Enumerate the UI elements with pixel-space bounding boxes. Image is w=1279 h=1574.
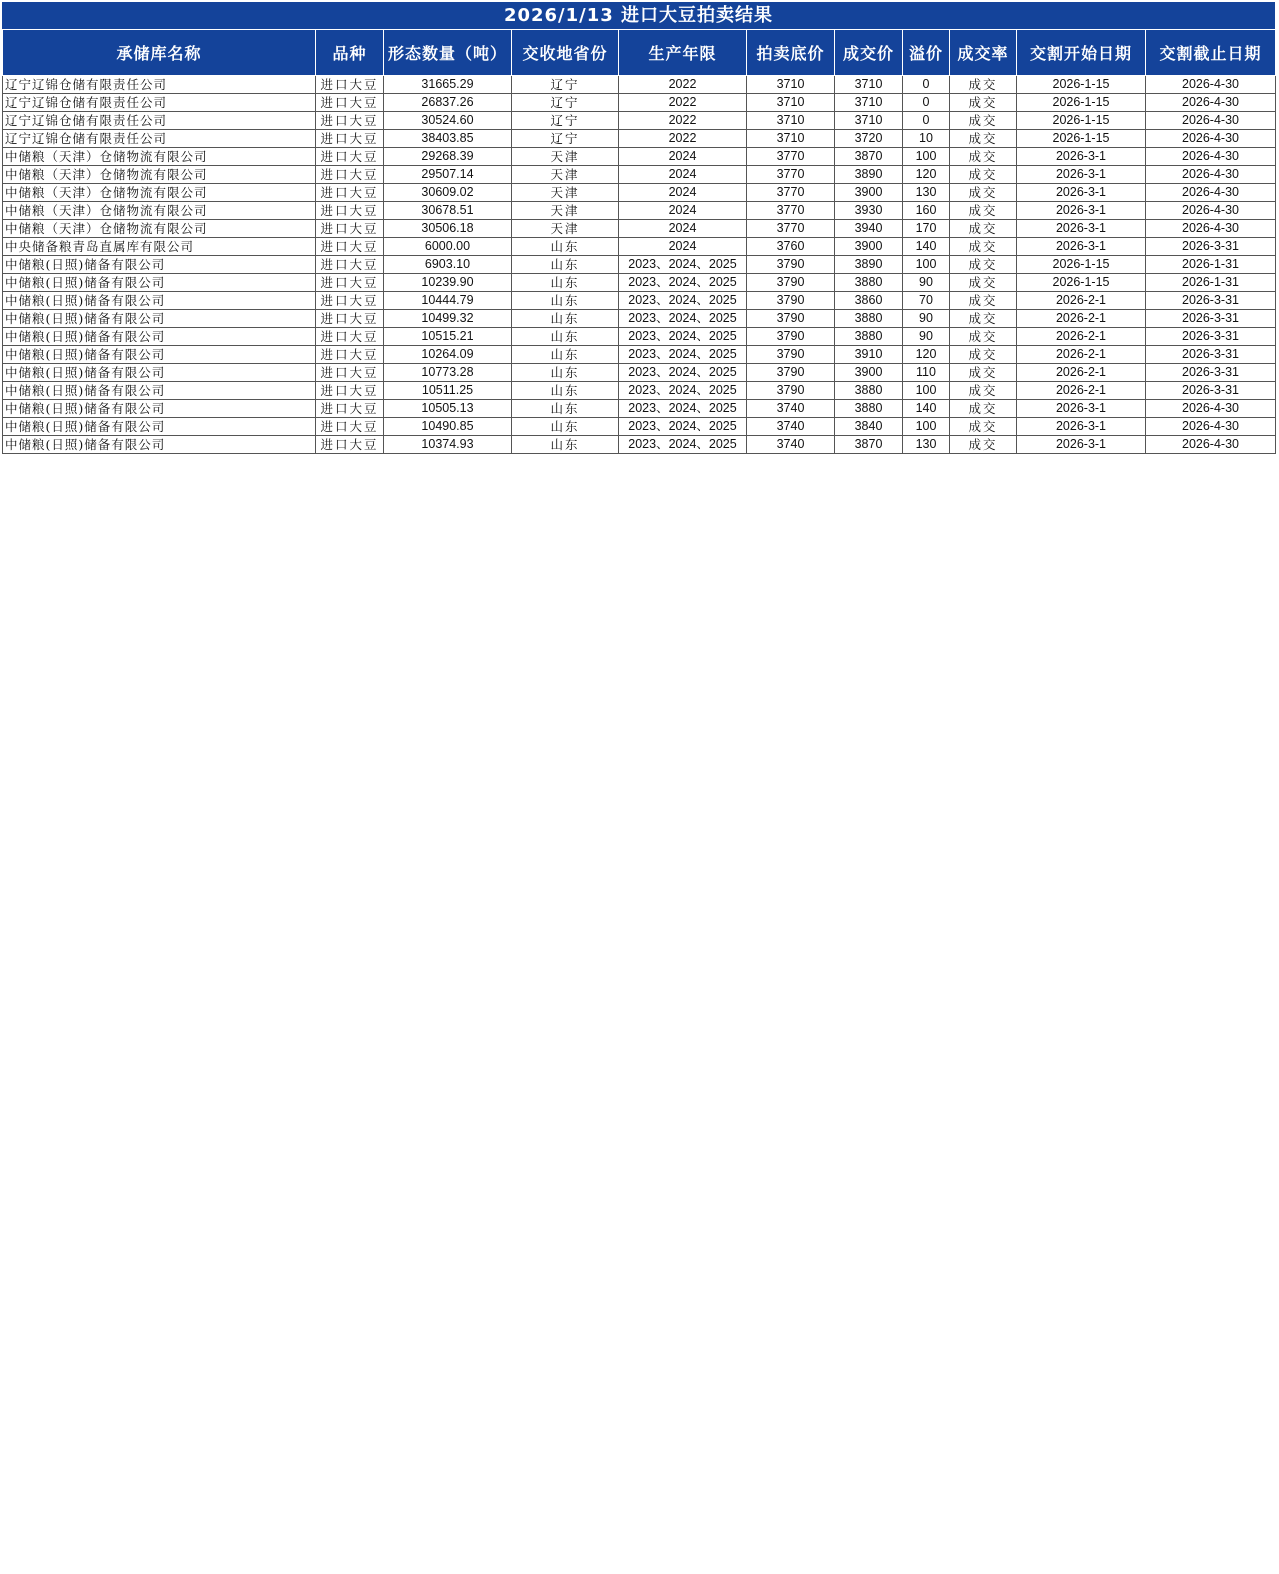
cell-province: 辽宁 (512, 94, 619, 112)
cell-deal-price: 3900 (835, 184, 903, 202)
cell-production-year: 2024 (619, 220, 747, 238)
cell-delivery-end: 2026-3-31 (1146, 364, 1276, 382)
cell-deal-price: 3880 (835, 328, 903, 346)
cell-production-year: 2024 (619, 166, 747, 184)
table-row (3, 256, 1276, 274)
cell-warehouse: 中储粮(日照)储备有限公司 (3, 364, 316, 382)
cell-variety: 进口大豆 (316, 310, 384, 328)
cell-premium: 90 (903, 328, 950, 346)
col-header-province: 交收地省份 (512, 30, 619, 76)
cell-delivery-end: 2026-4-30 (1146, 202, 1276, 220)
cell-quantity: 10264.09 (384, 346, 512, 364)
table-row (3, 436, 1276, 454)
cell-reserve-price: 3770 (747, 202, 835, 220)
cell-deal-status: 成交 (950, 328, 1017, 346)
cell-delivery-start: 2026-1-15 (1017, 130, 1146, 148)
table-row (3, 292, 1276, 310)
cell-deal-status: 成交 (950, 94, 1017, 112)
cell-deal-status: 成交 (950, 112, 1017, 130)
cell-deal-price: 3710 (835, 76, 903, 94)
cell-deal-status: 成交 (950, 130, 1017, 148)
cell-quantity: 10773.28 (384, 364, 512, 382)
cell-delivery-start: 2026-1-15 (1017, 274, 1146, 292)
cell-warehouse: 中储粮(日照)储备有限公司 (3, 382, 316, 400)
cell-province: 山东 (512, 364, 619, 382)
cell-province: 天津 (512, 184, 619, 202)
cell-deal-status: 成交 (950, 184, 1017, 202)
cell-production-year: 2023、2024、2025 (619, 256, 747, 274)
cell-production-year: 2022 (619, 76, 747, 94)
cell-quantity: 10499.32 (384, 310, 512, 328)
cell-warehouse: 中储粮(日照)储备有限公司 (3, 346, 316, 364)
cell-premium: 90 (903, 310, 950, 328)
cell-deal-status: 成交 (950, 418, 1017, 436)
cell-deal-price: 3870 (835, 436, 903, 454)
cell-warehouse: 中储粮(日照)储备有限公司 (3, 292, 316, 310)
cell-province: 山东 (512, 346, 619, 364)
cell-production-year: 2024 (619, 184, 747, 202)
cell-delivery-end: 2026-3-31 (1146, 346, 1276, 364)
col-header-deal-price: 成交价 (835, 30, 903, 76)
cell-warehouse: 中储粮(日照)储备有限公司 (3, 256, 316, 274)
cell-delivery-end: 2026-4-30 (1146, 400, 1276, 418)
cell-variety: 进口大豆 (316, 220, 384, 238)
cell-deal-price: 3710 (835, 94, 903, 112)
cell-delivery-start: 2026-2-1 (1017, 310, 1146, 328)
cell-deal-price: 3880 (835, 310, 903, 328)
cell-variety: 进口大豆 (316, 148, 384, 166)
cell-delivery-end: 2026-4-30 (1146, 418, 1276, 436)
cell-premium: 120 (903, 166, 950, 184)
cell-warehouse: 中储粮(日照)储备有限公司 (3, 400, 316, 418)
cell-delivery-start: 2026-3-1 (1017, 148, 1146, 166)
cell-deal-status: 成交 (950, 76, 1017, 94)
cell-reserve-price: 3770 (747, 220, 835, 238)
cell-premium: 100 (903, 148, 950, 166)
cell-deal-price: 3710 (835, 112, 903, 130)
cell-province: 天津 (512, 166, 619, 184)
cell-production-year: 2023、2024、2025 (619, 310, 747, 328)
cell-variety: 进口大豆 (316, 436, 384, 454)
cell-production-year: 2023、2024、2025 (619, 328, 747, 346)
cell-reserve-price: 3770 (747, 184, 835, 202)
cell-warehouse: 中储粮（天津）仓储物流有限公司 (3, 166, 316, 184)
cell-province: 辽宁 (512, 76, 619, 94)
cell-deal-price: 3890 (835, 166, 903, 184)
cell-delivery-end: 2026-1-31 (1146, 274, 1276, 292)
cell-delivery-end: 2026-3-31 (1146, 310, 1276, 328)
table-row (3, 184, 1276, 202)
cell-premium: 160 (903, 202, 950, 220)
cell-variety: 进口大豆 (316, 202, 384, 220)
cell-reserve-price: 3790 (747, 274, 835, 292)
cell-delivery-end: 2026-4-30 (1146, 220, 1276, 238)
cell-delivery-start: 2026-1-15 (1017, 76, 1146, 94)
cell-deal-price: 3880 (835, 382, 903, 400)
table-row (3, 94, 1276, 112)
cell-quantity: 29268.39 (384, 148, 512, 166)
cell-reserve-price: 3790 (747, 310, 835, 328)
cell-delivery-end: 2026-4-30 (1146, 130, 1276, 148)
cell-warehouse: 中储粮（天津）仓储物流有限公司 (3, 184, 316, 202)
cell-quantity: 6903.10 (384, 256, 512, 274)
cell-variety: 进口大豆 (316, 130, 384, 148)
cell-variety: 进口大豆 (316, 238, 384, 256)
cell-reserve-price: 3790 (747, 256, 835, 274)
table-row (3, 220, 1276, 238)
cell-reserve-price: 3790 (747, 328, 835, 346)
cell-deal-status: 成交 (950, 238, 1017, 256)
cell-variety: 进口大豆 (316, 274, 384, 292)
cell-deal-status: 成交 (950, 346, 1017, 364)
table-row (3, 130, 1276, 148)
cell-reserve-price: 3770 (747, 166, 835, 184)
cell-delivery-start: 2026-2-1 (1017, 346, 1146, 364)
cell-province: 辽宁 (512, 112, 619, 130)
cell-warehouse: 中储粮（天津）仓储物流有限公司 (3, 148, 316, 166)
cell-production-year: 2023、2024、2025 (619, 292, 747, 310)
cell-premium: 100 (903, 256, 950, 274)
col-header-premium: 溢价 (903, 30, 950, 76)
cell-province: 山东 (512, 382, 619, 400)
table-row (3, 364, 1276, 382)
cell-province: 山东 (512, 418, 619, 436)
table-row (3, 76, 1276, 94)
cell-delivery-start: 2026-1-15 (1017, 94, 1146, 112)
cell-delivery-end: 2026-4-30 (1146, 184, 1276, 202)
cell-delivery-end: 2026-4-30 (1146, 112, 1276, 130)
col-header-warehouse: 承储库名称 (3, 30, 316, 76)
cell-reserve-price: 3790 (747, 382, 835, 400)
cell-deal-price: 3880 (835, 274, 903, 292)
cell-delivery-start: 2026-3-1 (1017, 184, 1146, 202)
cell-production-year: 2022 (619, 112, 747, 130)
cell-deal-price: 3900 (835, 238, 903, 256)
table-row (3, 202, 1276, 220)
cell-delivery-end: 2026-3-31 (1146, 238, 1276, 256)
cell-warehouse: 辽宁辽锦仓储有限责任公司 (3, 76, 316, 94)
cell-delivery-start: 2026-3-1 (1017, 220, 1146, 238)
cell-premium: 140 (903, 238, 950, 256)
cell-quantity: 10505.13 (384, 400, 512, 418)
cell-province: 山东 (512, 328, 619, 346)
cell-quantity: 30609.02 (384, 184, 512, 202)
cell-delivery-start: 2026-2-1 (1017, 382, 1146, 400)
cell-premium: 110 (903, 364, 950, 382)
cell-warehouse: 辽宁辽锦仓储有限责任公司 (3, 130, 316, 148)
cell-production-year: 2022 (619, 94, 747, 112)
col-header-variety: 品种 (316, 30, 384, 76)
cell-variety: 进口大豆 (316, 400, 384, 418)
table-row (3, 166, 1276, 184)
cell-variety: 进口大豆 (316, 76, 384, 94)
cell-premium: 170 (903, 220, 950, 238)
cell-premium: 130 (903, 184, 950, 202)
cell-production-year: 2023、2024、2025 (619, 274, 747, 292)
cell-delivery-end: 2026-1-31 (1146, 256, 1276, 274)
cell-deal-price: 3870 (835, 148, 903, 166)
cell-deal-status: 成交 (950, 166, 1017, 184)
cell-delivery-start: 2026-2-1 (1017, 364, 1146, 382)
cell-reserve-price: 3760 (747, 238, 835, 256)
cell-reserve-price: 3740 (747, 418, 835, 436)
header-row (3, 30, 1276, 76)
cell-reserve-price: 3770 (747, 148, 835, 166)
cell-province: 山东 (512, 436, 619, 454)
cell-variety: 进口大豆 (316, 94, 384, 112)
cell-delivery-start: 2026-3-1 (1017, 400, 1146, 418)
cell-deal-price: 3720 (835, 130, 903, 148)
cell-variety: 进口大豆 (316, 382, 384, 400)
cell-province: 山东 (512, 400, 619, 418)
table-row (3, 238, 1276, 256)
cell-deal-price: 3930 (835, 202, 903, 220)
cell-premium: 0 (903, 94, 950, 112)
col-header-production-year: 生产年限 (619, 30, 747, 76)
table-row (3, 148, 1276, 166)
cell-reserve-price: 3740 (747, 436, 835, 454)
cell-deal-price: 3890 (835, 256, 903, 274)
cell-warehouse: 中储粮（天津）仓储物流有限公司 (3, 220, 316, 238)
cell-quantity: 30506.18 (384, 220, 512, 238)
col-header-quantity: 形态数量（吨） (384, 30, 512, 76)
cell-deal-status: 成交 (950, 256, 1017, 274)
cell-premium: 140 (903, 400, 950, 418)
cell-delivery-start: 2026-2-1 (1017, 292, 1146, 310)
cell-warehouse: 中储粮(日照)储备有限公司 (3, 310, 316, 328)
cell-variety: 进口大豆 (316, 292, 384, 310)
cell-delivery-end: 2026-4-30 (1146, 166, 1276, 184)
col-header-deal-rate: 成交率 (950, 30, 1017, 76)
cell-delivery-start: 2026-3-1 (1017, 202, 1146, 220)
cell-premium: 130 (903, 436, 950, 454)
table-title: 2026/1/13 进口大豆拍卖结果 (2, 2, 1275, 29)
cell-province: 山东 (512, 256, 619, 274)
cell-production-year: 2023、2024、2025 (619, 382, 747, 400)
cell-deal-price: 3880 (835, 400, 903, 418)
cell-quantity: 29507.14 (384, 166, 512, 184)
cell-production-year: 2024 (619, 148, 747, 166)
cell-delivery-start: 2026-3-1 (1017, 238, 1146, 256)
cell-premium: 120 (903, 346, 950, 364)
cell-delivery-end: 2026-4-30 (1146, 94, 1276, 112)
cell-premium: 10 (903, 130, 950, 148)
table-row (3, 310, 1276, 328)
cell-premium: 100 (903, 418, 950, 436)
cell-quantity: 10374.93 (384, 436, 512, 454)
cell-deal-status: 成交 (950, 310, 1017, 328)
table-row (3, 112, 1276, 130)
cell-reserve-price: 3790 (747, 346, 835, 364)
cell-deal-status: 成交 (950, 364, 1017, 382)
cell-variety: 进口大豆 (316, 256, 384, 274)
table-row (3, 418, 1276, 436)
cell-quantity: 38403.85 (384, 130, 512, 148)
cell-variety: 进口大豆 (316, 112, 384, 130)
cell-quantity: 10515.21 (384, 328, 512, 346)
col-header-delivery-start: 交割开始日期 (1017, 30, 1146, 76)
cell-province: 辽宁 (512, 130, 619, 148)
cell-deal-price: 3900 (835, 364, 903, 382)
col-header-reserve-price: 拍卖底价 (747, 30, 835, 76)
cell-reserve-price: 3710 (747, 76, 835, 94)
cell-quantity: 30678.51 (384, 202, 512, 220)
cell-warehouse: 中储粮(日照)储备有限公司 (3, 274, 316, 292)
cell-province: 天津 (512, 202, 619, 220)
cell-deal-status: 成交 (950, 202, 1017, 220)
cell-deal-status: 成交 (950, 400, 1017, 418)
cell-warehouse: 辽宁辽锦仓储有限责任公司 (3, 112, 316, 130)
cell-quantity: 6000.00 (384, 238, 512, 256)
cell-province: 天津 (512, 220, 619, 238)
cell-production-year: 2024 (619, 202, 747, 220)
cell-province: 山东 (512, 310, 619, 328)
cell-reserve-price: 3710 (747, 112, 835, 130)
cell-delivery-start: 2026-3-1 (1017, 418, 1146, 436)
cell-quantity: 26837.26 (384, 94, 512, 112)
cell-delivery-end: 2026-4-30 (1146, 148, 1276, 166)
cell-premium: 90 (903, 274, 950, 292)
cell-production-year: 2023、2024、2025 (619, 418, 747, 436)
cell-production-year: 2024 (619, 238, 747, 256)
cell-quantity: 10511.25 (384, 382, 512, 400)
cell-deal-status: 成交 (950, 148, 1017, 166)
cell-production-year: 2023、2024、2025 (619, 436, 747, 454)
cell-variety: 进口大豆 (316, 346, 384, 364)
table-row (3, 400, 1276, 418)
cell-quantity: 10444.79 (384, 292, 512, 310)
cell-warehouse: 中储粮(日照)储备有限公司 (3, 418, 316, 436)
cell-province: 山东 (512, 292, 619, 310)
cell-variety: 进口大豆 (316, 328, 384, 346)
auction-results-table (2, 29, 1276, 454)
cell-production-year: 2023、2024、2025 (619, 364, 747, 382)
cell-variety: 进口大豆 (316, 166, 384, 184)
cell-warehouse: 辽宁辽锦仓储有限责任公司 (3, 94, 316, 112)
cell-delivery-start: 2026-2-1 (1017, 328, 1146, 346)
cell-deal-status: 成交 (950, 274, 1017, 292)
cell-deal-status: 成交 (950, 220, 1017, 238)
cell-reserve-price: 3710 (747, 130, 835, 148)
cell-production-year: 2023、2024、2025 (619, 346, 747, 364)
cell-premium: 100 (903, 382, 950, 400)
cell-deal-price: 3910 (835, 346, 903, 364)
cell-variety: 进口大豆 (316, 364, 384, 382)
cell-delivery-end: 2026-3-31 (1146, 328, 1276, 346)
cell-warehouse: 中储粮(日照)储备有限公司 (3, 328, 316, 346)
table-row (3, 382, 1276, 400)
table-row (3, 328, 1276, 346)
cell-delivery-start: 2026-3-1 (1017, 436, 1146, 454)
cell-quantity: 30524.60 (384, 112, 512, 130)
cell-delivery-end: 2026-4-30 (1146, 436, 1276, 454)
cell-variety: 进口大豆 (316, 184, 384, 202)
cell-production-year: 2023、2024、2025 (619, 400, 747, 418)
cell-delivery-end: 2026-3-31 (1146, 382, 1276, 400)
cell-quantity: 10490.85 (384, 418, 512, 436)
cell-quantity: 10239.90 (384, 274, 512, 292)
cell-delivery-start: 2026-3-1 (1017, 166, 1146, 184)
cell-variety: 进口大豆 (316, 418, 384, 436)
cell-premium: 0 (903, 112, 950, 130)
cell-warehouse: 中央储备粮青岛直属库有限公司 (3, 238, 316, 256)
cell-quantity: 31665.29 (384, 76, 512, 94)
cell-deal-status: 成交 (950, 382, 1017, 400)
cell-reserve-price: 3790 (747, 292, 835, 310)
col-header-delivery-end: 交割截止日期 (1146, 30, 1276, 76)
cell-production-year: 2022 (619, 130, 747, 148)
table-row (3, 274, 1276, 292)
cell-delivery-end: 2026-4-30 (1146, 76, 1276, 94)
cell-deal-price: 3840 (835, 418, 903, 436)
cell-delivery-start: 2026-1-15 (1017, 112, 1146, 130)
cell-premium: 0 (903, 76, 950, 94)
cell-deal-status: 成交 (950, 436, 1017, 454)
cell-delivery-start: 2026-1-15 (1017, 256, 1146, 274)
cell-premium: 70 (903, 292, 950, 310)
cell-province: 山东 (512, 274, 619, 292)
cell-delivery-end: 2026-3-31 (1146, 292, 1276, 310)
cell-deal-status: 成交 (950, 292, 1017, 310)
cell-province: 山东 (512, 238, 619, 256)
cell-deal-price: 3860 (835, 292, 903, 310)
cell-reserve-price: 3710 (747, 94, 835, 112)
cell-reserve-price: 3790 (747, 364, 835, 382)
cell-warehouse: 中储粮(日照)储备有限公司 (3, 436, 316, 454)
table-row (3, 346, 1276, 364)
cell-reserve-price: 3740 (747, 400, 835, 418)
cell-deal-price: 3940 (835, 220, 903, 238)
cell-province: 天津 (512, 148, 619, 166)
cell-warehouse: 中储粮（天津）仓储物流有限公司 (3, 202, 316, 220)
